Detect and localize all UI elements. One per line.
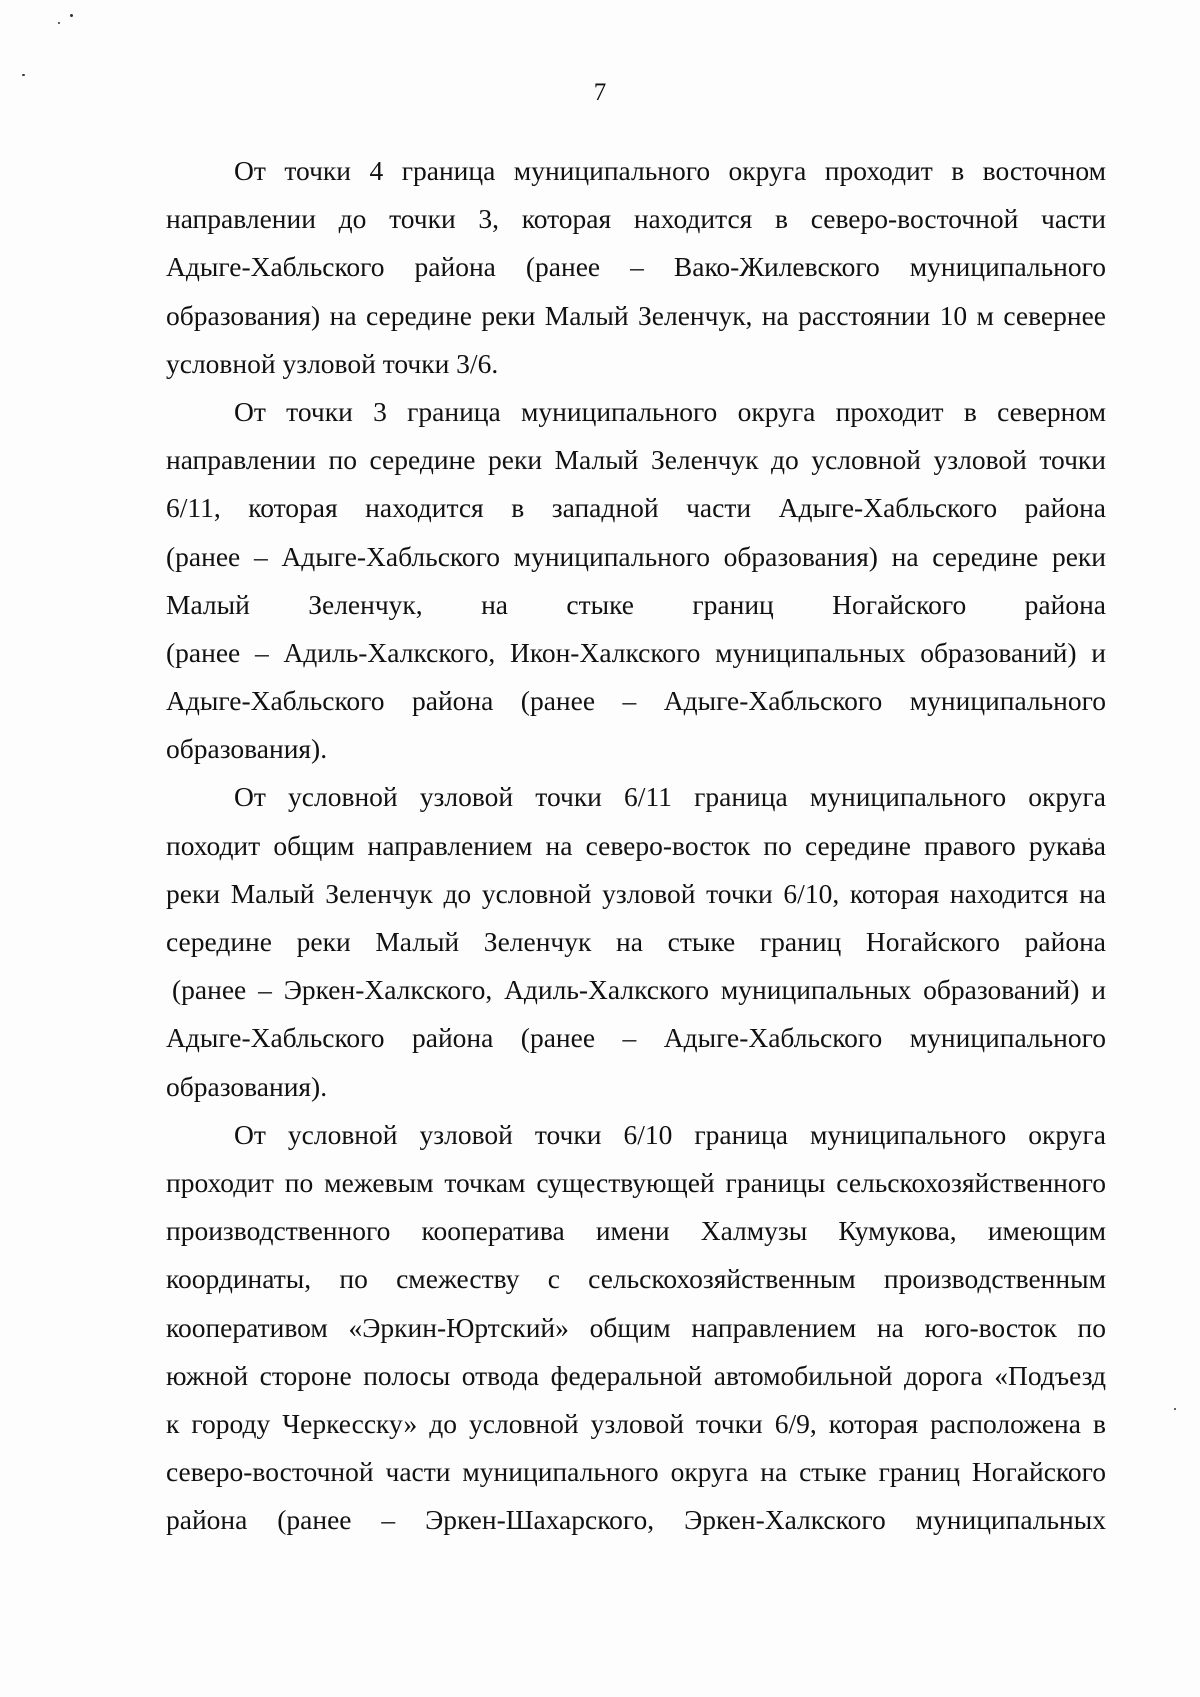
text-line: образования). xyxy=(166,1070,328,1102)
scan-speck xyxy=(70,14,73,17)
text-line: От точки 4 граница муниципального округа проходит в восточном xyxy=(234,155,1106,186)
text-line: северо-восточной части муниципального округа на стыке границ Ногайского xyxy=(166,1456,1106,1488)
paragraph-3 xyxy=(166,773,1106,1110)
text-line: к городу Черкесску» до условной узловой точки 6/9, которая расположена в xyxy=(166,1407,1106,1439)
text-line: (ранее – Эркен-Халкского, Адиль-Халкского муниципальных образований) и xyxy=(172,974,1106,1006)
text-line: направлении до точки 3, которая находится в северо-восточной части xyxy=(166,203,1106,235)
text-line: походит общим направлением на северо-восток по середине правого рукава xyxy=(166,829,1106,861)
text-line: производственного кооператива имени Халмузы Кумукова, имеющим xyxy=(166,1215,1106,1247)
text-line: середине реки Малый Зеленчук на стыке границ Ногайского района xyxy=(166,926,1106,957)
page-number: 7 xyxy=(593,79,607,106)
text-line: образования) на середине реки Малый Зеленчук, на расстоянии 10 м севернее xyxy=(166,299,1106,331)
document-body xyxy=(166,147,1106,1544)
paragraph-2 xyxy=(166,388,1106,774)
text-line: образования). xyxy=(166,733,328,765)
text-line: кооперативом «Эркин-Юртский» общим направлением на юго-восток по xyxy=(166,1311,1106,1343)
text-line: 6/11, которая находится в западной части Адыге-Хабльского района xyxy=(166,492,1106,524)
text-line: От условной узловой точки 6/10 граница муниципального округа xyxy=(234,1118,1106,1150)
text-line: От условной узловой точки 6/11 граница муниципального округа xyxy=(234,781,1106,813)
text-line: района (ранее – Эркен-Шахарского, Эркен-Халкского муниципальных xyxy=(166,1504,1106,1536)
text-line: Адыге-Хабльского района (ранее – Адыге-Хабльского муниципального xyxy=(166,685,1106,717)
text-line: Адыге-Хабльского района (ранее – Адыге-Хабльского муниципального xyxy=(166,1022,1106,1054)
text-line: (ранее – Адиль-Халкского, Икон-Халкского муниципальных образований) и xyxy=(166,636,1106,668)
paragraph-1 xyxy=(166,147,1106,388)
text-line: координаты, по смежеству с сельскохозяйственным производственным xyxy=(166,1263,1106,1295)
scan-speck xyxy=(58,22,60,24)
paragraph-4 xyxy=(166,1111,1106,1545)
text-line: От точки 3 граница муниципального округа проходит в северном xyxy=(234,395,1106,427)
text-line: направлении по середине реки Малый Зеленчук до условной узловой точки xyxy=(166,444,1106,476)
text-line: Малый Зеленчук, на стыке границ Ногайского района xyxy=(166,588,1106,620)
text-line: реки Малый Зеленчук до условной узловой точки 6/10, которая находится на xyxy=(166,877,1106,909)
text-line: условной узловой точки 3/6. xyxy=(166,347,499,379)
scan-speck xyxy=(22,74,25,76)
text-line: (ранее – Адыге-Хабльского муниципального образования) на середине реки xyxy=(166,540,1106,572)
text-line: проходит по межевым точкам существующей границы сельскохозяйственного xyxy=(166,1166,1106,1198)
text-line: Адыге-Хабльского района (ранее – Вако-Жилевского муниципального xyxy=(166,251,1106,283)
text-line: южной стороне полосы отвода федеральной автомобильной дорога «Подъезд xyxy=(166,1359,1106,1391)
scan-speck xyxy=(1174,1408,1176,1410)
